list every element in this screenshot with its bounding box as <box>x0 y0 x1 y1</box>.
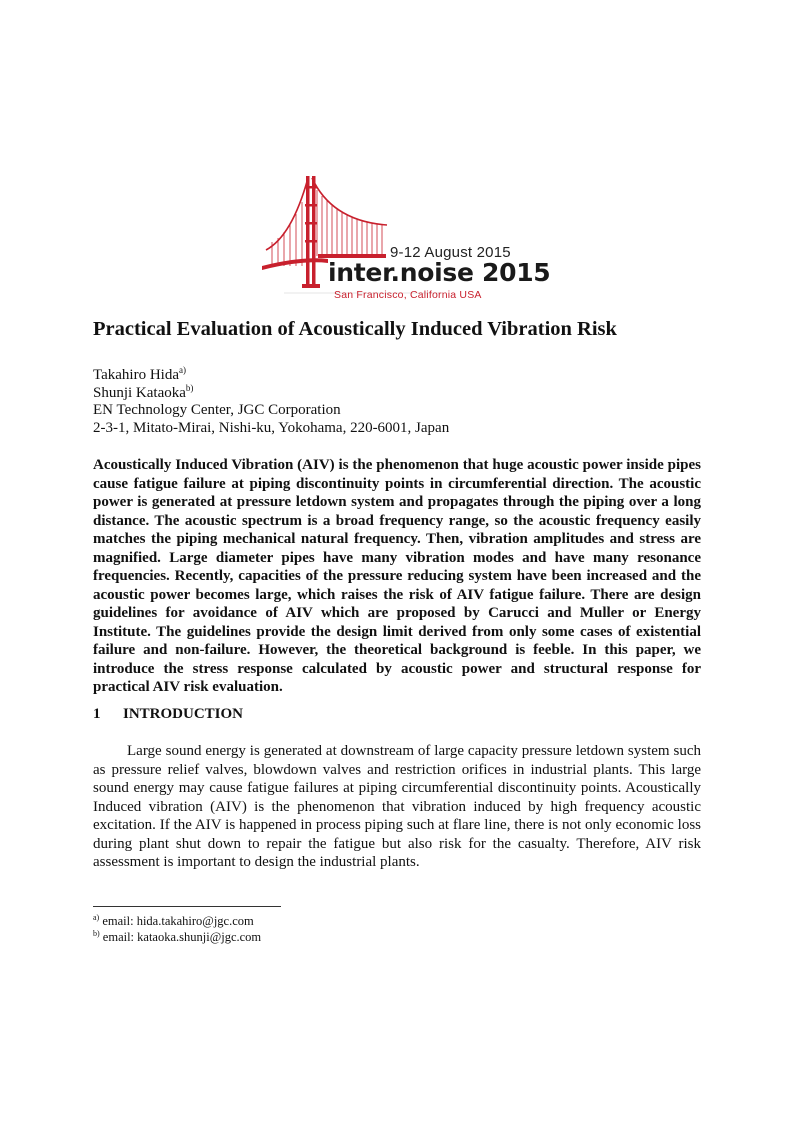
footnote-divider <box>93 906 281 907</box>
affiliation: EN Technology Center, JGC Corporation <box>93 402 341 418</box>
author-mark: b) <box>185 382 194 393</box>
conference-logo <box>262 176 551 306</box>
conference-location: San Francisco, California USA <box>334 289 482 301</box>
section-title: INTRODUCTION <box>123 706 244 722</box>
footnote-text: email: hida.takahiro@jgc.com <box>102 914 254 928</box>
author-line <box>93 367 449 385</box>
section-number: 1 <box>93 706 101 722</box>
introduction-paragraph: Large sound energy is generated at downstream of large capacity pressure letdown system such as pressure relief valves, blowdown valves and restriction orifices in industrial plants. This large sound energy may cause fatigue failures at piping circumferential discontinuity points. Acoustically Induced vibration (AIV) is the phenomenon that vibration induced by high frequency acoustic excitation. If the AIV is happened in process piping such at flare line, there is not only economic loss during plant shut down to repair the fatigue but also risk for the casualty. Therefore, AIV risk assessment is important to design the industrial plants. <box>93 743 701 870</box>
footnote-mark: a) <box>93 913 100 922</box>
section-heading <box>93 706 243 723</box>
abstract: Acoustically Induced Vibration (AIV) is the phenomenon that huge acoustic power inside pipes cause fatigue failure at piping discontinuity points in circumferential direction. The acoustic power is generated at pressure letdown system and propagates through the piping over a long distance. The acoustic spectrum is a broad frequency range, so the acoustic frequency easily matches the piping mechanical natural frequency. Then, vibration amplitudes and stress are magnified. Large diameter pipes have many vibration modes and have many resonance frequencies. Recently, capacities of the pressure reducing system have been increased and the acoustic power becomes large, which raises the risk of AIV fatigue failure. There are design guidelines for avoidance of AIV which are proposed by Carucci and Muller or Energy Institute. The guidelines provide the design limit derived from only some cases of existential failure and non-failure. However, the theoretical background is feeble. In this paper, we introduce the stress response calculated by acoustic power and structural response for practical AIV risk evaluation. <box>93 457 701 695</box>
footnote-mark: b) <box>93 928 100 938</box>
footnote <box>93 914 261 930</box>
footnotes <box>93 914 261 945</box>
conference-name: inter.noise 2015 <box>328 258 551 287</box>
address: 2-3-1, Mitato-Mirai, Nishi-ku, Yokohama, 220-6001, Japan <box>93 419 450 436</box>
footnote-text: email: kataoka.shunji@jgc.com <box>102 929 262 944</box>
author-block <box>93 367 449 437</box>
author-line <box>93 382 449 403</box>
paper-title: Practical Evaluation of Acoustically Induced Vibration Risk <box>93 318 617 340</box>
author-mark: a) <box>179 365 187 375</box>
author-name: Takahiro Hida <box>93 367 180 383</box>
conference-date: 9-12 August 2015 <box>390 244 511 261</box>
author-name: Shunji Kataoka <box>93 384 186 401</box>
footnote <box>93 930 261 946</box>
